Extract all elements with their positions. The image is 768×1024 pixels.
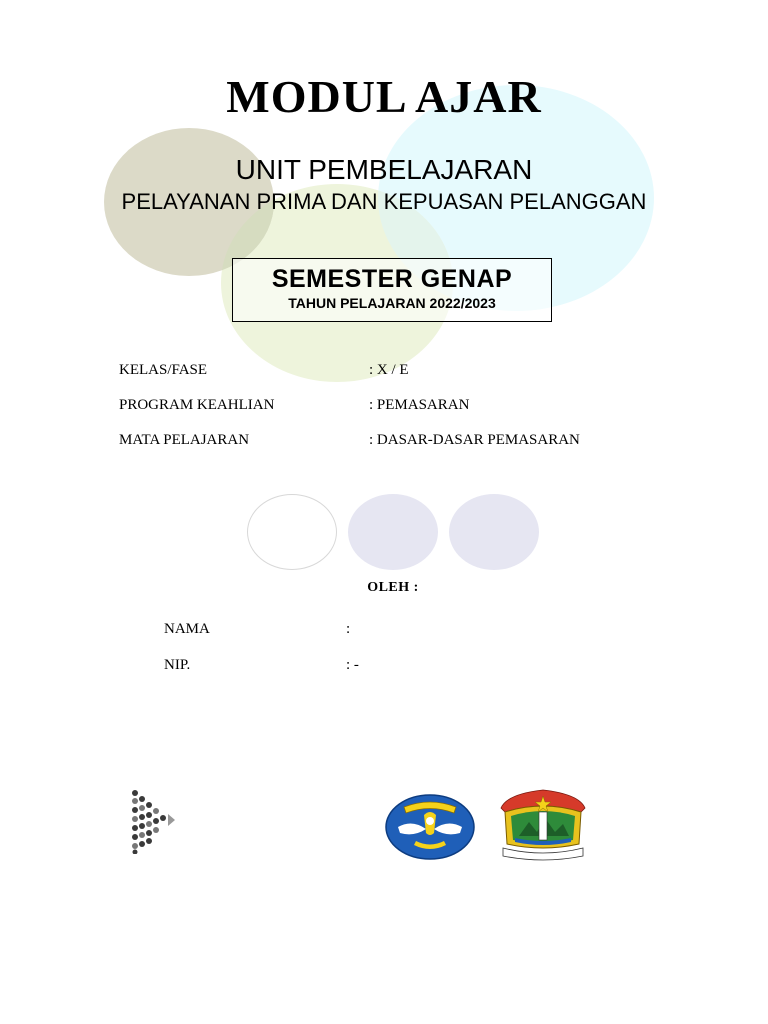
info-label: KELAS/FASE — [119, 362, 208, 378]
decor-circle-outline — [247, 494, 337, 570]
decor-circle-lavender — [348, 494, 438, 570]
semester-box — [232, 258, 552, 322]
author-nip-label: NIP. — [164, 657, 191, 673]
semester-label: SEMESTER GENAP — [271, 265, 513, 293]
unit-label: UNIT PEMBELAJARAN — [235, 154, 533, 185]
author-name-label: NAMA — [164, 621, 210, 637]
info-label: MATA PELAJARAN — [119, 432, 250, 448]
document-title: MODUL AJAR — [226, 71, 542, 122]
tut-wuri-handayani-logo — [384, 793, 476, 861]
author-name-value: : — [346, 621, 351, 637]
info-value: : DASAR-DASAR PEMASARAN — [369, 432, 580, 448]
unit-name: PELAYANAN PRIMA DAN KEPUASAN PELANGGAN — [121, 189, 647, 214]
info-label: PROGRAM KEAHLIAN — [119, 397, 275, 413]
info-value: : X / E — [369, 362, 409, 378]
info-value: : PEMASARAN — [369, 397, 470, 413]
academic-year: TAHUN PELAJARAN 2022/2023 — [288, 295, 496, 311]
author-nip-value: : - — [346, 657, 359, 673]
jawa-tengah-logo — [497, 786, 589, 864]
dotted-arrow-icon — [130, 788, 176, 854]
decor-circle-lavender — [449, 494, 539, 570]
author-heading: OLEH : — [367, 580, 419, 595]
